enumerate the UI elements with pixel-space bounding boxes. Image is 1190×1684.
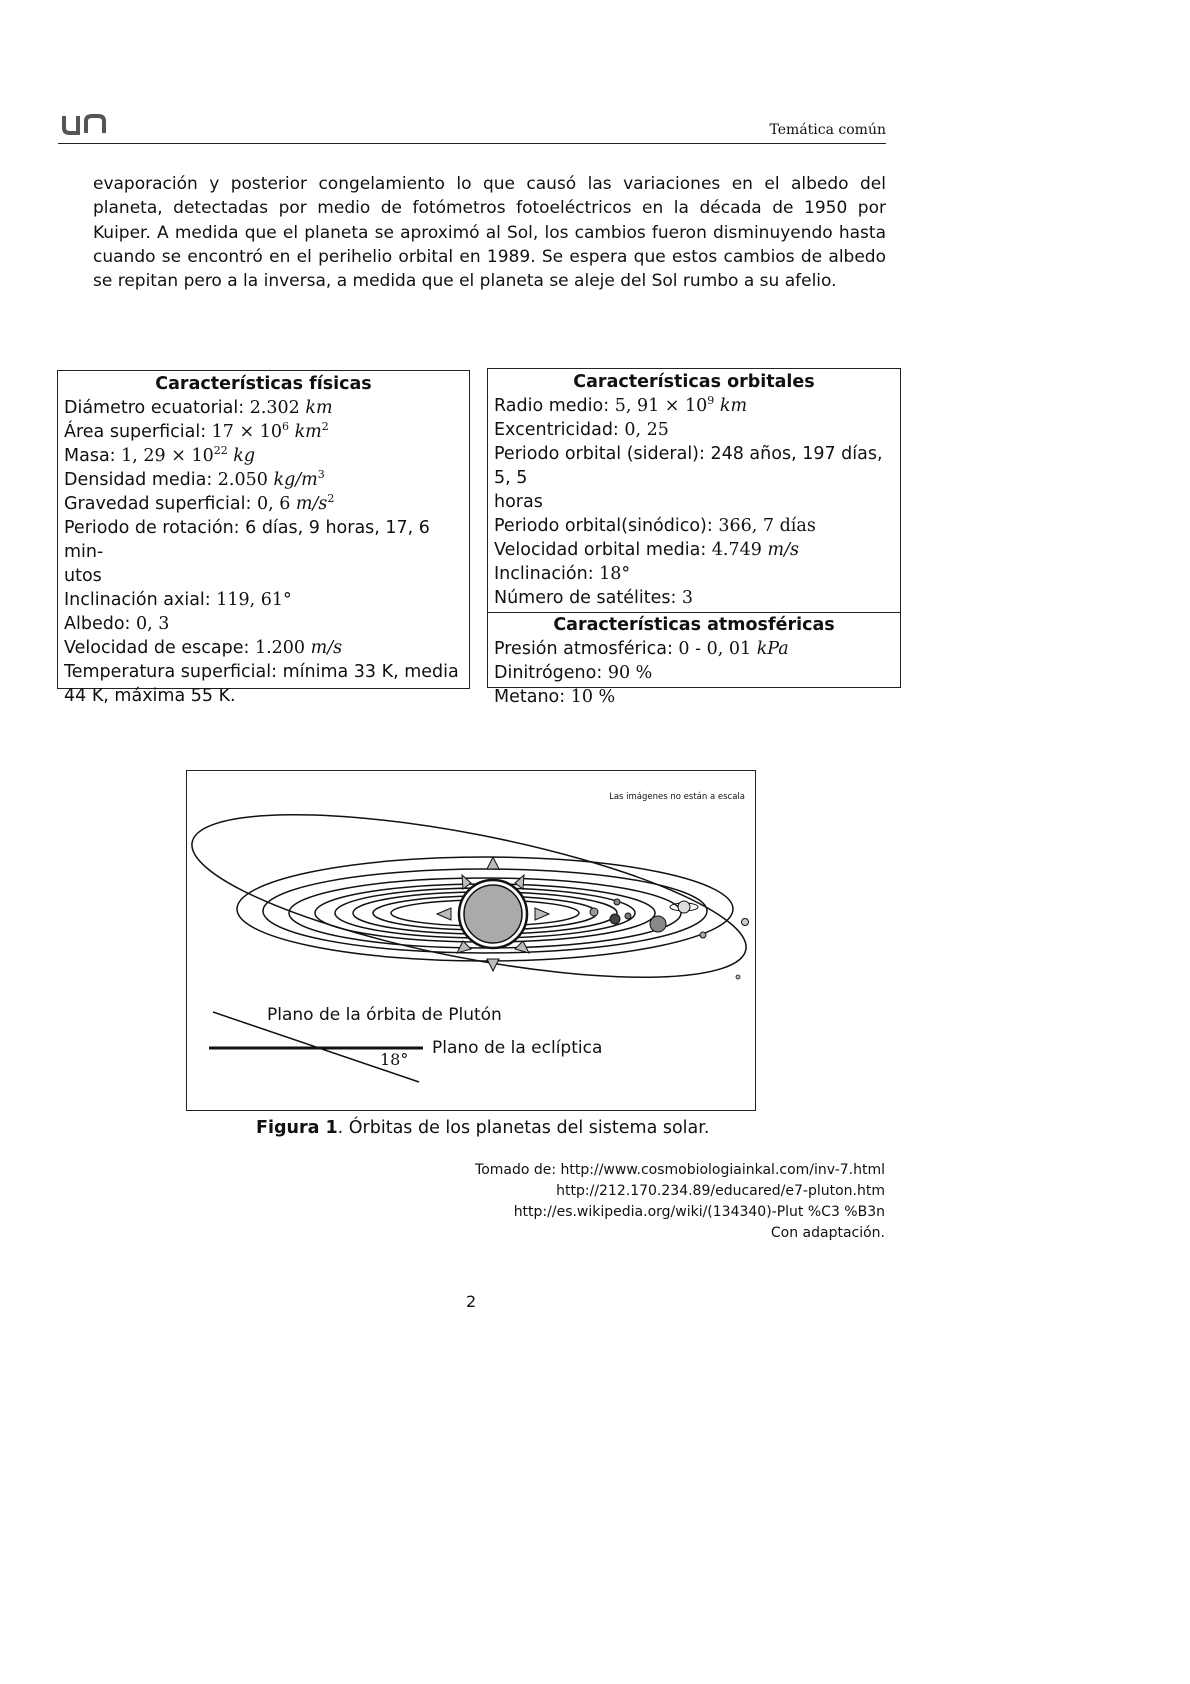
density-row: Densidad media: 2.050 $kg/m^3$ [64,468,325,490]
mean-radius-row: Radio medio: 5, $91 \times 10^9$ km [494,394,748,416]
area-row: Área superficial: $17 \times 10^6$ $km^2$ [64,420,329,442]
figure-number: Figura 1 [256,1118,338,1138]
sidereal-period-row: Periodo orbital (sideral): 248 años, 197 días, 5, 5 [494,444,883,488]
page-header [58,108,886,144]
orbital-velocity-row: Velocidad orbital media: 4.749 m/s [494,540,799,560]
earth-icon [610,914,620,924]
physical-characteristics-table [57,370,470,706]
university-logo [60,112,108,136]
pluto-icon [736,975,740,979]
orbital-characteristics-table [487,368,901,707]
synodic-period-row: Periodo orbital(sinódico): 366, 7 días [494,516,816,536]
mars-icon [625,913,631,919]
axial-inclination-row: Inclinación axial: 119, 61° [64,590,292,610]
physical-title: Características físicas [155,374,372,394]
sources-block [475,1160,885,1244]
page-number: 2 [466,1292,477,1311]
temperature-row-cont: 44 K, máxima 55 K. [64,686,236,706]
sun-icon [464,885,522,943]
atmosphere-title: Características atmosféricas [553,615,835,635]
scale-note: Las imágenes no están a escala [609,792,745,802]
escape-velocity-row: Velocidad de escape: 1.200 m/s [64,638,343,658]
intro-paragraph: evaporación y posterior congelamiento lo que causó las variaciones en el albedo del planeta, detectadas por medio de fotómetros fotoeléctricos en la década de 1950 por Kuiper. A medida que el planeta se aproximó al Sol, los cambios fueron disminuyendo hasta cuando se encontró en el perihelio orbital en 1989. Se espera que estos cambios de albedo se repitan pero a la inversa, a medida que el planeta se aleje del Sol rumbo a su afelio. [93,174,886,292]
mercury-icon [590,908,598,916]
jupiter-icon [650,916,666,932]
orbits-diagram [187,771,754,1109]
albedo-row: Albedo: 0, 3 [64,614,170,634]
satellites-row: Número de satélites: 3 [494,588,694,608]
solar-system-figure [186,770,756,1111]
temperature-row: Temperatura superficial: mínima 33 K, media [64,662,459,682]
header-title: Temática común [769,122,886,138]
source-line: http://212.170.234.89/educared/e7-pluton.htm [556,1183,885,1199]
venus-icon [614,899,620,905]
rotation-row-cont: utos [64,566,102,586]
source-line: Con adaptación. [770,1225,885,1241]
nitrogen-row: Dinitrógeno: 90 % [494,663,653,683]
sidereal-period-row-cont: horas [494,492,543,512]
source-line: Tomado de: http://www.cosmobiologiainkal.com/inv-7.html [475,1162,885,1178]
mass-row: Masa: 1, $29 \times 10^{22}$ kg [64,444,256,466]
methane-row: Metano: 10 % [494,687,616,707]
uranus-icon [700,932,706,938]
eccentricity-row: Excentricidad: 0, 25 [494,420,669,440]
ecliptic-label: Plano de la eclíptica [432,1038,603,1058]
orbital-title: Características orbitales [573,372,815,392]
gravity-row: Gravedad superficial: 0, 6 $m/s^2$ [64,492,335,514]
pressure-row: Presión atmosférica: 0 - 0, 01 kPa [494,639,789,659]
pluto-plane-label: Plano de la órbita de Plutón [267,1005,502,1025]
neptune-icon [742,919,749,926]
rotation-row: Periodo de rotación: 6 días, 9 horas, 17, 6 min- [64,518,430,562]
diameter-row: Diámetro ecuatorial: 2.302 km [64,398,333,418]
inclination-row: Inclinación: 18° [494,564,631,584]
angle-label: 18° [380,1050,409,1069]
source-line: http://es.wikipedia.org/wiki/(134340)-Plut %C3 %B3n [513,1204,885,1220]
figure-caption: Figura 1. Órbitas de los planetas del sistema solar. [256,1118,710,1138]
